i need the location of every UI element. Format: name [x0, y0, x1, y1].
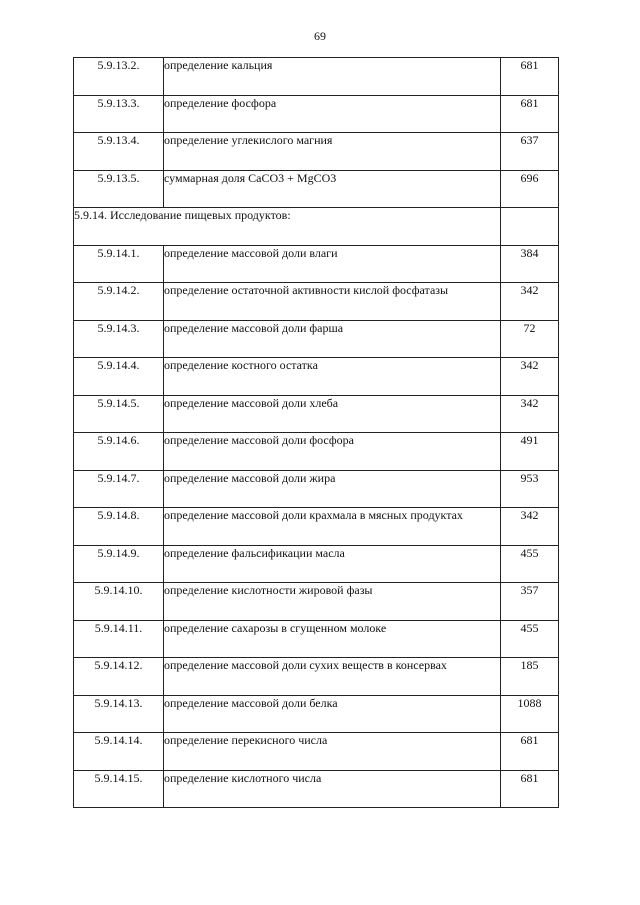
service-name: определение перекисного числа: [164, 733, 501, 771]
service-name: определение массовой доли фосфора: [164, 433, 501, 471]
table-row: [74, 245, 559, 283]
service-price: 681: [501, 95, 559, 133]
table-row: [74, 283, 559, 321]
table-row: [74, 133, 559, 171]
service-code: 5.9.14.2.: [74, 283, 164, 321]
service-price: 342: [501, 283, 559, 321]
service-code: 5.9.14.8.: [74, 508, 164, 546]
service-code: 5.9.14.9.: [74, 545, 164, 583]
service-name: определение костного остатка: [164, 358, 501, 396]
service-name: определение кислотности жировой фазы: [164, 583, 501, 621]
service-name: определение массовой доли крахмала в мясных продуктах: [164, 508, 501, 546]
service-name: суммарная доля CaCO3 + MgCO3: [164, 170, 501, 208]
service-code: 5.9.13.2.: [74, 58, 164, 96]
service-code: 5.9.14.10.: [74, 583, 164, 621]
service-code: 5.9.14.14.: [74, 733, 164, 771]
service-code: 5.9.13.4.: [74, 133, 164, 171]
service-code: 5.9.14.15.: [74, 770, 164, 808]
service-price: 72: [501, 320, 559, 358]
table-row: [74, 508, 559, 546]
service-code: 5.9.13.3.: [74, 95, 164, 133]
service-price: 681: [501, 58, 559, 96]
service-name: определение сахарозы в сгущенном молоке: [164, 620, 501, 658]
service-price: 696: [501, 170, 559, 208]
table-row: [74, 545, 559, 583]
page-number: 69: [314, 29, 326, 43]
service-code: 5.9.14.1.: [74, 245, 164, 283]
service-code: 5.9.14.7.: [74, 470, 164, 508]
table-row: [74, 583, 559, 621]
service-price: 953: [501, 470, 559, 508]
service-price: 637: [501, 133, 559, 171]
table-row: [74, 358, 559, 396]
service-code: 5.9.14.5.: [74, 395, 164, 433]
table-body: [74, 58, 559, 808]
service-code: 5.9.14.11.: [74, 620, 164, 658]
table-row: [74, 320, 559, 358]
section-row: [74, 208, 559, 246]
table-row: [74, 658, 559, 696]
table-row: [74, 95, 559, 133]
service-price: 185: [501, 658, 559, 696]
table-row: [74, 695, 559, 733]
table-row: [74, 770, 559, 808]
service-code: 5.9.14.3.: [74, 320, 164, 358]
service-price: 357: [501, 583, 559, 621]
service-name: определение фальсификации масла: [164, 545, 501, 583]
table-row: [74, 170, 559, 208]
service-name: определение массовой доли белка: [164, 695, 501, 733]
service-price: 384: [501, 245, 559, 283]
service-name: определение фосфора: [164, 95, 501, 133]
price-table: [73, 57, 559, 808]
service-name: определение массовой доли жира: [164, 470, 501, 508]
service-code: 5.9.14.12.: [74, 658, 164, 696]
service-code: 5.9.13.5.: [74, 170, 164, 208]
table-row: [74, 620, 559, 658]
section-title: 5.9.14. Исследование пищевых продуктов:: [74, 208, 501, 246]
service-price: 491: [501, 433, 559, 471]
service-price: 455: [501, 545, 559, 583]
service-name: определение массовой доли фарша: [164, 320, 501, 358]
service-code: 5.9.14.4.: [74, 358, 164, 396]
service-price: 342: [501, 395, 559, 433]
service-name: определение массовой доли сухих веществ в консервах: [164, 658, 501, 696]
service-code: 5.9.14.6.: [74, 433, 164, 471]
service-price: 681: [501, 733, 559, 771]
price-cell-empty: [501, 208, 559, 246]
service-name: определение кальция: [164, 58, 501, 96]
table-row: [74, 433, 559, 471]
service-price: 455: [501, 620, 559, 658]
service-price: 342: [501, 358, 559, 396]
service-price: 681: [501, 770, 559, 808]
service-name: определение кислотного числа: [164, 770, 501, 808]
service-name: определение углекислого магния: [164, 133, 501, 171]
service-code: 5.9.14.13.: [74, 695, 164, 733]
service-price: 342: [501, 508, 559, 546]
service-price: 1088: [501, 695, 559, 733]
table-row: [74, 470, 559, 508]
table-row: [74, 733, 559, 771]
service-name: определение массовой доли хлеба: [164, 395, 501, 433]
table-row: [74, 58, 559, 96]
service-name: определение массовой доли влаги: [164, 245, 501, 283]
service-name: определение остаточной активности кислой фосфатазы: [164, 283, 501, 321]
table-row: [74, 395, 559, 433]
